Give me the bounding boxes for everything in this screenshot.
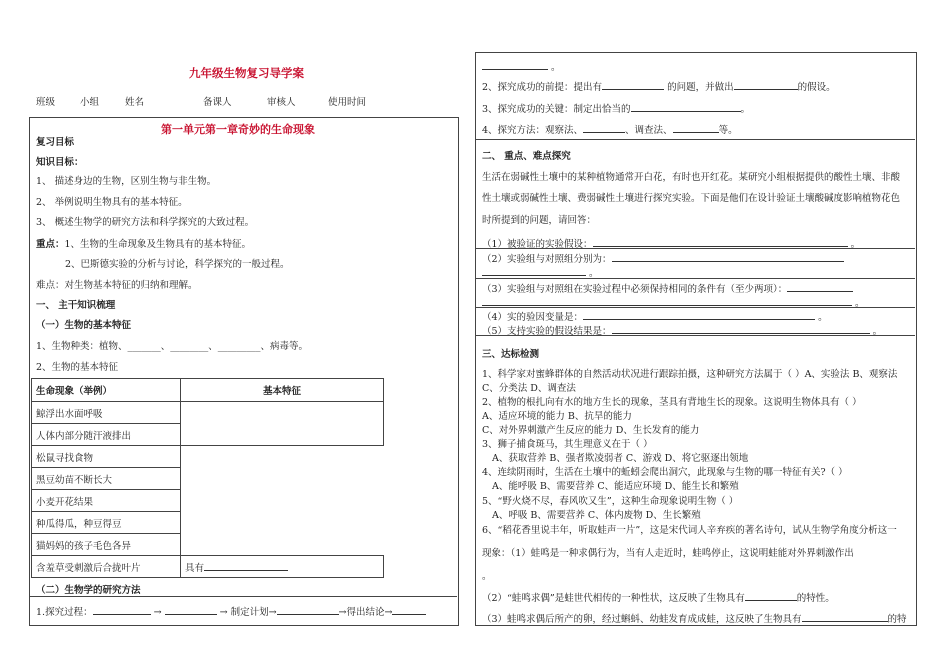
difficulty: 难点：对生物基本特征的归纳和理解。 <box>36 280 198 291</box>
top-dot: 。 <box>551 62 561 73</box>
test-2c: C、对外界刺激产生反应的能力 D、生长发育的能力 <box>482 425 700 436</box>
blank[interactable] <box>602 80 664 90</box>
para-line-3: 时所提到的问题，请回答： <box>482 215 597 226</box>
divider <box>476 307 915 308</box>
process-start: 1.探究过程： <box>36 607 93 618</box>
test-6d: （2）“蛙鸣求偶”是蛙世代相传的一种性状，这反映了生物具有 的特性。 <box>482 593 835 604</box>
process-end: →得出结论→ <box>338 607 393 618</box>
section-3-heading: 三、达标检测 <box>482 349 540 360</box>
test-1a: 1、科学家对蜜蜂群体的自然活动状况进行跟踪拍摄，这种研究方法属于（ ）A、实验法 B、观察法 <box>482 369 898 380</box>
item-3: 3、探究成功的关键：制定出恰当的 。 <box>482 104 751 115</box>
review-goals-heading: 复习目标 <box>36 137 75 148</box>
blank[interactable] <box>583 310 815 320</box>
test-2b: A、适应环境的能力 B、抗旱的能力 <box>482 411 632 422</box>
blank[interactable] <box>482 296 852 306</box>
key-2: 2、巴斯德实验的分析与讨论，科学探究的一般过程。 <box>65 259 290 270</box>
question-conditions-cont: 。 <box>482 295 865 309</box>
knowledge-goals-heading: 知识目标： <box>36 157 84 168</box>
test-6a: 6、“稻花香里说丰年，听取蛙声一片”，这是宋代词人辛弃疾的著名诗句，试从生物学角度分析这一 <box>482 525 897 536</box>
test-4a: 4、连续阴雨时，生活在土壤中的蚯蚓会爬出洞穴，此现象与生物的哪一特征有关?（ ） <box>482 467 848 478</box>
para-line-2: 性土壤或弱碱性土壤、费弱碱性土壤进行探究实验。下面是他们在设计验证土壤酸碱度影响植物花色 <box>482 193 901 204</box>
blank[interactable] <box>802 612 888 622</box>
test-3a: 3、狮子捕食斑马，其生理意义在于（ ） <box>482 439 653 450</box>
goal-1: 1、 描述身边的生物，区别生物与非生物。 <box>36 176 217 187</box>
table-cell-last[interactable] <box>181 556 384 578</box>
page-title: 九年级生物复习导学案 <box>189 66 304 80</box>
table-row: 黑豆幼苗不断长大 <box>32 468 181 490</box>
test-6c: 。 <box>482 571 492 582</box>
blank[interactable] <box>631 102 741 112</box>
blank[interactable] <box>593 237 848 247</box>
question-supporting-result: （5）支持实验的假设结果是： 。 <box>482 326 883 337</box>
goal-2: 2、 举例说明生物具有的基本特征。 <box>36 197 188 208</box>
blank[interactable] <box>612 324 870 334</box>
process-mid: 制定计划→ <box>230 607 277 618</box>
question-hypothesis: （1）被验证的实验假设： 。 <box>482 239 861 250</box>
test-1b: C、分类法 D、调查法 <box>482 383 576 394</box>
features-table <box>31 378 384 578</box>
table-row: 鲸浮出水面呼吸 <box>32 402 181 424</box>
blank[interactable] <box>787 282 853 292</box>
field-name: 姓名 <box>125 97 145 108</box>
key-label: 重点： <box>36 239 65 250</box>
blank[interactable] <box>482 266 586 276</box>
table-row: 人体内部分随汗液排出 <box>32 424 181 446</box>
top-line <box>482 59 561 73</box>
subsection-research-methods: （二）生物学的研究方法 <box>36 585 141 596</box>
test-5a: 5、“野火烧不尽，春风吹又生”，这种生命现象说明生物（ ） <box>482 496 739 507</box>
section-1-heading: 一、 主干知识梳理 <box>36 300 116 311</box>
question-features: 2、生物的基本特征 <box>36 362 119 373</box>
divider <box>476 335 915 336</box>
test-2a: 2、植物的根扎向有水的地方生长的现象，茎具有背地生长的现象。这说明生物体具有（ ） <box>482 397 862 408</box>
field-usage-time: 使用时间 <box>328 97 367 108</box>
field-reviewer: 审核人 <box>267 97 296 108</box>
key-1: 1、生物的生命现象及生物具有的基本特征。 <box>64 239 252 250</box>
key-points <box>36 236 251 250</box>
table-header-feature: 基本特征 <box>181 379 384 402</box>
question-groups-cont: 。 <box>482 265 599 279</box>
last-feature-label: 具有 <box>185 562 205 574</box>
question-groups: （2）实验组与对照组分别为： <box>482 251 844 265</box>
item-2: 2、探究成功的前提：提出有 的问题，并做出 的假设。 <box>482 82 836 93</box>
blank[interactable] <box>745 591 797 601</box>
test-6f: （3）蛙鸣求偶后所产的卵，经过蝌蚪、幼蛙发育成成蛙，这反映了生物具有 的特 <box>482 614 907 625</box>
blank[interactable] <box>165 605 217 615</box>
field-preparer: 备课人 <box>203 97 232 108</box>
goal-3: 3、 概述生物学的研究方法和科学探究的大致过程。 <box>36 217 255 228</box>
blank[interactable] <box>612 252 844 262</box>
table-header-phenomenon: 生命现象（举例） <box>32 379 181 402</box>
blank[interactable] <box>392 605 426 615</box>
test-4b: A、能呼吸 B、需要营养 C、能适应环境 D、能生长和繁殖 <box>492 481 739 492</box>
table-row: 猫妈妈的孩子毛色各异 <box>32 534 181 556</box>
table-cell-answer[interactable] <box>181 402 384 446</box>
test-3b: A、获取营养 B、强者欺凌弱者 C、游戏 D、将它驱逐出领地 <box>492 453 749 464</box>
divider <box>30 596 457 597</box>
process-line: 1.探究过程： → → 制定计划→ →得出结论→ <box>36 604 426 618</box>
item-4: 4、探究方法：观察法、 、调查法、 等。 <box>482 125 738 136</box>
divider <box>476 139 915 140</box>
table-row: 小麦开花结果 <box>32 490 181 512</box>
blank[interactable] <box>277 605 339 615</box>
divider <box>476 278 915 279</box>
divider <box>476 248 915 249</box>
blank[interactable] <box>93 605 151 615</box>
blank[interactable] <box>673 123 719 133</box>
test-5b: A、呼吸 B、需要营养 C、体内废物 D、生长繁殖 <box>492 510 701 521</box>
blank[interactable] <box>583 123 625 133</box>
field-class: 班级 <box>36 97 56 108</box>
section-2-heading: 二、 重点、难点探究 <box>482 151 571 162</box>
chapter-title: 第一单元第一章奇妙的生命现象 <box>161 123 315 136</box>
table-row: 种瓜得瓜，种豆得豆 <box>32 512 181 534</box>
blank[interactable] <box>734 80 798 90</box>
blank[interactable] <box>482 60 548 70</box>
question-conditions: （3）实验组与对照组在实验过程中必须保持相同的条件有（至少两项）： <box>482 281 853 295</box>
table-row: 含羞草受刺激后合拢叶片 <box>32 556 181 578</box>
question-dependent-variable: （4）实的验因变量是： 。 <box>482 312 828 323</box>
para-line-1: 生活在弱碱性土壤中的某种植物通常开白花，有时也开红花。某研究小组根据提供的酸性土壤、非酸 <box>482 172 901 183</box>
test-6b: 现象：（1）蛙鸣是一种求偶行为，当有人走近时，蛙鸣停止，这说明蛙能对外界刺激作出 <box>482 548 854 559</box>
field-group: 小组 <box>80 97 100 108</box>
question-species: 1、生物种类：植物、_______、________、_________、病毒等。 <box>36 341 309 352</box>
subsection-basic-features: （一）生物的基本特征 <box>36 320 132 331</box>
table-row: 松鼠寻找食物 <box>32 446 181 468</box>
